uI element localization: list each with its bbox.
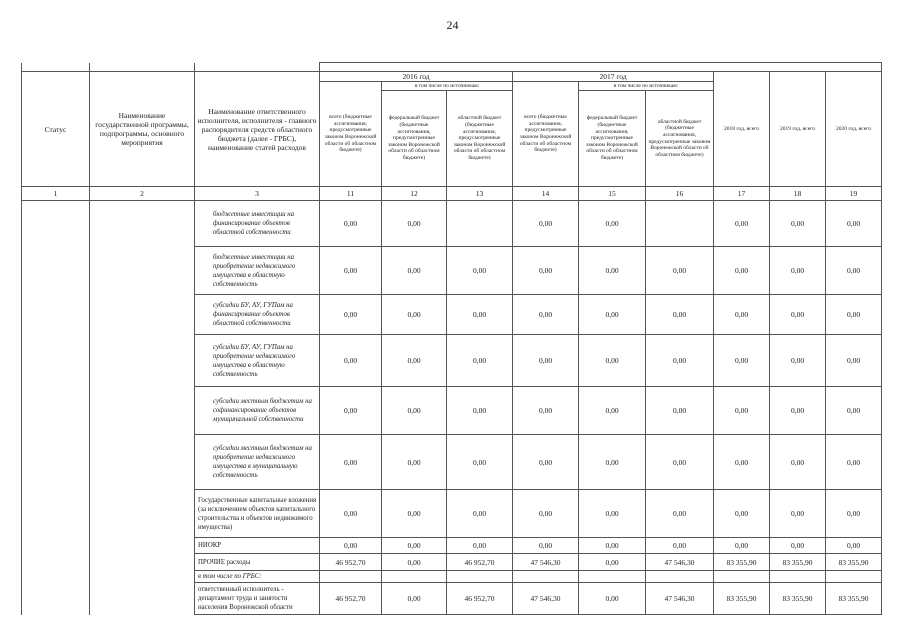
column-number: 2	[90, 187, 195, 201]
header-year-2017: 2017 год	[513, 72, 714, 82]
budget-rows	[22, 201, 882, 615]
header-status: Статус	[22, 72, 90, 187]
value-cell	[513, 571, 579, 583]
value-cell: 0,00	[447, 490, 513, 538]
value-cell: 0,00	[320, 490, 382, 538]
value-cell: 0,00	[382, 583, 447, 615]
value-cell: 0,00	[320, 247, 382, 295]
table-row	[22, 295, 882, 335]
column-number: 19	[826, 187, 882, 201]
value-cell: 0,00	[579, 583, 646, 615]
header-2017-federal: федеральный бюджет (бюджетные ассигнования, предусмотренные законом Воронежской области об областном бюджете)	[579, 91, 646, 187]
table-row	[22, 571, 882, 583]
program-cell	[90, 435, 195, 490]
header-executor: Наименование ответственного исполнителя, исполнителя - главного распорядителя средств областного бюджета (далее - ГРБС), наименование статей расходов	[195, 72, 320, 187]
value-cell: 47 546,30	[513, 554, 579, 571]
value-cell: 0,00	[513, 247, 579, 295]
value-cell: 46 952,70	[447, 554, 513, 571]
value-cell: 0,00	[513, 295, 579, 335]
status-cell	[22, 583, 90, 615]
status-cell	[22, 387, 90, 435]
value-cell: 0,00	[513, 387, 579, 435]
value-cell: 0,00	[714, 387, 770, 435]
value-cell: 83 355,90	[714, 583, 770, 615]
value-cell: 0,00	[579, 387, 646, 435]
header-2016-regional: областной бюджет (бюджетные ассигнования, предусмотренные законом Воронежской области об областном бюджете)	[447, 91, 513, 187]
column-number: 11	[320, 187, 382, 201]
value-cell: 0,00	[579, 490, 646, 538]
value-cell: 47 546,30	[646, 554, 714, 571]
value-cell: 0,00	[714, 201, 770, 247]
value-cell: 0,00	[382, 201, 447, 247]
value-cell: 0,00	[714, 435, 770, 490]
program-cell	[90, 490, 195, 538]
value-cell: 0,00	[826, 335, 882, 387]
header-2017-regional: областной бюджет (бюджетные ассигнования, предусмотренные законом Воронежской области об областном бюджете)	[646, 91, 714, 187]
table-row	[22, 387, 882, 435]
value-cell: 46 952,70	[320, 583, 382, 615]
value-cell: 0,00	[714, 335, 770, 387]
value-cell: 0,00	[579, 201, 646, 247]
value-cell: 0,00	[382, 335, 447, 387]
budget-table	[21, 62, 882, 615]
program-cell	[90, 583, 195, 615]
value-cell: 0,00	[646, 335, 714, 387]
table-row	[22, 435, 882, 490]
row-label: НИОКР	[195, 538, 320, 554]
value-cell: 0,00	[770, 387, 826, 435]
value-cell: 0,00	[714, 490, 770, 538]
table-row	[22, 554, 882, 571]
value-cell: 0,00	[646, 387, 714, 435]
column-number: 1	[22, 187, 90, 201]
row-label: субсидии местным бюджетам на софинансирование объектов муниципальной собственности	[195, 387, 320, 435]
value-cell	[579, 571, 646, 583]
value-cell: 0,00	[320, 201, 382, 247]
column-number: 14	[513, 187, 579, 201]
value-cell: 0,00	[714, 295, 770, 335]
header-2020: 2020 год, всего	[826, 72, 882, 187]
value-cell: 0,00	[770, 247, 826, 295]
value-cell: 47 546,30	[646, 583, 714, 615]
header-2016-total: всего (бюджетные ассигнования, предусмотренные законом Воронежской области об областном бюджете)	[320, 82, 382, 187]
value-cell: 47 546,30	[513, 583, 579, 615]
value-cell: 0,00	[646, 490, 714, 538]
value-cell: 0,00	[513, 538, 579, 554]
value-cell: 0,00	[646, 435, 714, 490]
status-cell	[22, 201, 90, 247]
value-cell: 0,00	[320, 538, 382, 554]
value-cell: 0,00	[826, 387, 882, 435]
value-cell: 0,00	[714, 538, 770, 554]
program-cell	[90, 387, 195, 435]
value-cell	[447, 571, 513, 583]
status-cell	[22, 295, 90, 335]
row-label: в том числе по ГРБС:	[195, 571, 320, 583]
page-number: 24	[446, 18, 459, 32]
column-number: 13	[447, 187, 513, 201]
value-cell: 0,00	[826, 201, 882, 247]
value-cell: 0,00	[320, 295, 382, 335]
row-label: ПРОЧИЕ расходы	[195, 554, 320, 571]
value-cell: 0,00	[382, 554, 447, 571]
column-number: 16	[646, 187, 714, 201]
value-cell	[447, 201, 513, 247]
value-cell: 0,00	[447, 435, 513, 490]
row-label: бюджетные инвестиции на приобретение недвижимого имущества в областную собственность	[195, 247, 320, 295]
header-2018: 2018 год, всего	[714, 72, 770, 187]
value-cell: 0,00	[320, 435, 382, 490]
program-cell	[90, 538, 195, 554]
table-row	[22, 247, 882, 295]
column-number: 3	[195, 187, 320, 201]
status-cell	[22, 490, 90, 538]
column-number: 12	[382, 187, 447, 201]
status-cell	[22, 538, 90, 554]
row-label: субсидии БУ, АУ, ГУПам на приобретение недвижимого имущества в областную собственность	[195, 335, 320, 387]
header-year-2016: 2016 год	[320, 72, 513, 82]
table-row	[22, 490, 882, 538]
program-cell	[90, 554, 195, 571]
value-cell	[320, 571, 382, 583]
value-cell	[646, 201, 714, 247]
program-cell	[90, 571, 195, 583]
value-cell: 0,00	[646, 295, 714, 335]
value-cell: 0,00	[447, 295, 513, 335]
table-row	[22, 583, 882, 615]
value-cell: 0,00	[646, 247, 714, 295]
value-cell: 0,00	[382, 490, 447, 538]
value-cell: 0,00	[579, 435, 646, 490]
column-numbers-row	[22, 187, 882, 201]
value-cell: 0,00	[770, 538, 826, 554]
header-2017-total: всего (бюджетные ассигнования, предусмотренные законом Воронежской области об областном бюджете)	[513, 82, 579, 187]
value-cell: 0,00	[513, 435, 579, 490]
row-label: бюджетные инвестиции на финансирование объектов областной собственности	[195, 201, 320, 247]
column-number: 15	[579, 187, 646, 201]
header-2016-federal: федеральный бюджет (бюджетные ассигнования, предусмотренные законом Воронежской области об областном бюджете)	[382, 91, 447, 187]
table-row	[22, 201, 882, 247]
value-cell	[382, 571, 447, 583]
program-cell	[90, 335, 195, 387]
value-cell	[826, 571, 882, 583]
row-label: субсидии БУ, АУ, ГУПам на финансирование объектов областной собственности	[195, 295, 320, 335]
value-cell: 0,00	[579, 538, 646, 554]
value-cell: 0,00	[382, 387, 447, 435]
value-cell: 0,00	[826, 490, 882, 538]
header-2017-sources: в том числе по источникам:	[579, 82, 714, 91]
status-cell	[22, 247, 90, 295]
value-cell: 0,00	[770, 335, 826, 387]
program-cell	[90, 295, 195, 335]
header-2019: 2019 год, всего	[770, 72, 826, 187]
value-cell: 0,00	[447, 387, 513, 435]
value-cell: 0,00	[447, 247, 513, 295]
row-label: Государственные капитальные вложения (за исключением объектов капитального строительства и объектов недвижимого имущества)	[195, 490, 320, 538]
value-cell: 0,00	[770, 295, 826, 335]
value-cell	[646, 571, 714, 583]
value-cell: 0,00	[382, 247, 447, 295]
value-cell: 83 355,90	[770, 554, 826, 571]
value-cell: 0,00	[770, 201, 826, 247]
value-cell: 0,00	[826, 435, 882, 490]
value-cell: 0,00	[447, 335, 513, 387]
value-cell: 83 355,90	[714, 554, 770, 571]
value-cell: 0,00	[447, 538, 513, 554]
column-number: 18	[770, 187, 826, 201]
value-cell: 46 952,70	[447, 583, 513, 615]
value-cell: 0,00	[826, 538, 882, 554]
table-row	[22, 335, 882, 387]
value-cell: 0,00	[320, 335, 382, 387]
value-cell: 0,00	[382, 538, 447, 554]
program-cell	[90, 201, 195, 247]
table-row	[22, 538, 882, 554]
value-cell: 0,00	[513, 490, 579, 538]
header-2016-sources: в том числе по источникам:	[382, 82, 513, 91]
value-cell: 0,00	[579, 335, 646, 387]
value-cell: 0,00	[714, 247, 770, 295]
value-cell: 46 952,70	[320, 554, 382, 571]
value-cell: 0,00	[579, 247, 646, 295]
program-cell	[90, 247, 195, 295]
value-cell: 0,00	[513, 201, 579, 247]
value-cell	[770, 571, 826, 583]
value-cell: 0,00	[826, 247, 882, 295]
row-label: ответственный исполнитель - департамент труда и занятости населения Воронежской области	[195, 583, 320, 615]
status-cell	[22, 435, 90, 490]
status-cell	[22, 335, 90, 387]
value-cell: 83 355,90	[770, 583, 826, 615]
header-program: Наименование государственной программы, подпрограммы, основного мероприятия	[90, 72, 195, 187]
value-cell: 0,00	[646, 538, 714, 554]
value-cell	[714, 571, 770, 583]
value-cell: 83 355,90	[826, 554, 882, 571]
value-cell: 0,00	[382, 435, 447, 490]
value-cell: 0,00	[320, 387, 382, 435]
value-cell: 0,00	[826, 295, 882, 335]
column-number: 17	[714, 187, 770, 201]
status-cell	[22, 571, 90, 583]
value-cell: 83 355,90	[826, 583, 882, 615]
value-cell: 0,00	[382, 295, 447, 335]
status-cell	[22, 554, 90, 571]
value-cell: 0,00	[770, 490, 826, 538]
value-cell: 0,00	[770, 435, 826, 490]
value-cell: 0,00	[579, 295, 646, 335]
row-label: субсидии местным бюджетам на приобретение недвижимого имущества в муниципальную собственность	[195, 435, 320, 490]
value-cell: 0,00	[579, 554, 646, 571]
value-cell: 0,00	[513, 335, 579, 387]
